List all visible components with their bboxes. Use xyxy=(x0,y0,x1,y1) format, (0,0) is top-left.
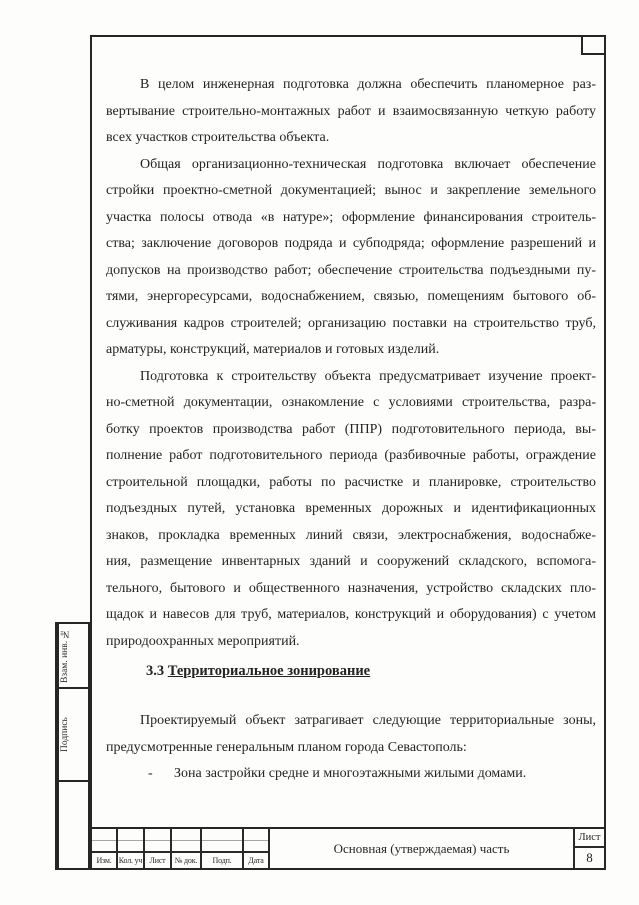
empty-label xyxy=(57,782,71,868)
column-list-label: Лист xyxy=(149,856,166,865)
text-line: В целом инженерная подготовка должна обеспечить планомерное раз- xyxy=(140,77,596,92)
text-line: допусков на производство работ; обеспечение строительства подъездными пу- xyxy=(106,262,596,278)
stamp-row-empty xyxy=(57,782,88,868)
empty-value xyxy=(71,782,88,868)
column-izm xyxy=(92,829,118,868)
text-line: полнение работ подготовительного периода (разбивочные работы, ограждение xyxy=(106,448,596,463)
column-podp xyxy=(202,829,244,868)
vzam-inv-value xyxy=(71,624,88,687)
column-data-label: Дата xyxy=(248,856,264,865)
list-item xyxy=(106,761,596,788)
stamp-row-vzam-inv xyxy=(57,624,88,689)
text-line: ботку проектов производства работ (ППР) подготовительного периода, вы- xyxy=(106,421,596,437)
sheet-cell xyxy=(575,829,604,868)
text-line: участка полосы отвода «в натуре»; оформление финансирования строитель- xyxy=(106,209,596,225)
text-line: строительной площадки, работы по расчистке и планировке, строительство xyxy=(106,474,596,490)
document-title-cell: Основная (утверждаемая) часть xyxy=(270,829,575,868)
column-no-dok-label: № док. xyxy=(174,856,198,865)
column-data xyxy=(244,829,270,868)
text-line: вертывание строительно-монтажных работ и взаимосвязанную четкую работу xyxy=(106,103,596,119)
text-line: стройки проектно-сметной документацией; вынос и закрепление земельного xyxy=(106,183,596,198)
corner-box xyxy=(581,35,606,55)
paragraph xyxy=(106,72,596,152)
column-kol-uch xyxy=(118,829,145,868)
stamp-row-podpis xyxy=(57,689,88,782)
text-line: но-сметной документации, ознакомление с условиями строительства, разра- xyxy=(106,395,596,410)
text-line: ния, размещение инвентарных зданий и сооружений складского, вспомога- xyxy=(106,554,596,569)
podpis-label: Подпись xyxy=(57,689,71,780)
section-title: Территориальное зонирование xyxy=(167,663,371,679)
drawing-frame xyxy=(90,35,606,870)
column-podp-label: Подп. xyxy=(212,856,232,865)
title-block xyxy=(92,827,604,868)
text-line: Проектируемый объект затрагивает следующие территориальные зоны, xyxy=(140,713,596,728)
document-body xyxy=(106,72,596,788)
list-marker: - xyxy=(148,766,153,781)
text-line: служивания кадров строителей; организацию поставки на строительство труб, xyxy=(106,315,596,331)
sheet-number: 8 xyxy=(586,850,593,865)
text-line: подъездных путей, установка временных дорожных и идентификационных xyxy=(106,501,596,516)
text-line: тельного, бытового и общественного назначения, устройство складских пло- xyxy=(106,580,596,596)
section-number: 3.3 xyxy=(146,663,168,679)
text-line: ства; заключение договоров подряда и субподряда; оформление разрешений и xyxy=(106,236,596,251)
text-line: знаков, прокладка временных линий связи, электроснабжения, водоснабже- xyxy=(106,527,596,543)
paragraph xyxy=(106,364,596,656)
column-kol-uch-label: Кол. уч xyxy=(118,856,143,865)
text-line: Подготовка к строительству объекта предусматривает изучение проект- xyxy=(140,368,596,384)
text-line: природоохранных мероприятий. xyxy=(106,633,300,649)
vzam-inv-label: Взам. инв. № xyxy=(57,624,71,687)
sheet-label: Лист xyxy=(575,829,604,848)
text-line: Общая организационно-техническая подготовка включает обеспечение xyxy=(140,156,596,172)
text-line: тями, энергоресурсами, водоснабжением, связью, помещениям бытового об- xyxy=(106,289,596,304)
paragraph xyxy=(106,708,596,761)
text-line: арматуры, конструкций, материалов и готовых изделий. xyxy=(106,342,440,357)
text-line: всех участков строительства объекта. xyxy=(106,130,330,145)
column-list xyxy=(145,829,172,868)
text-line: предусмотренные генеральным планом города Севастополь: xyxy=(106,739,467,755)
column-izm-label: Изм. xyxy=(96,856,112,865)
podpis-value xyxy=(71,689,88,780)
left-stamp-column xyxy=(55,622,90,870)
list-item-text: Зона застройки средне и многоэтажными жилыми домами. xyxy=(174,766,527,781)
section-heading xyxy=(106,661,596,681)
title-block-columns xyxy=(92,829,270,868)
paragraph xyxy=(106,152,596,364)
text-line: щадок и навесов для труб, материалов, конструкций и оборудования) с учетом xyxy=(106,607,596,622)
column-no-dok xyxy=(172,829,202,868)
